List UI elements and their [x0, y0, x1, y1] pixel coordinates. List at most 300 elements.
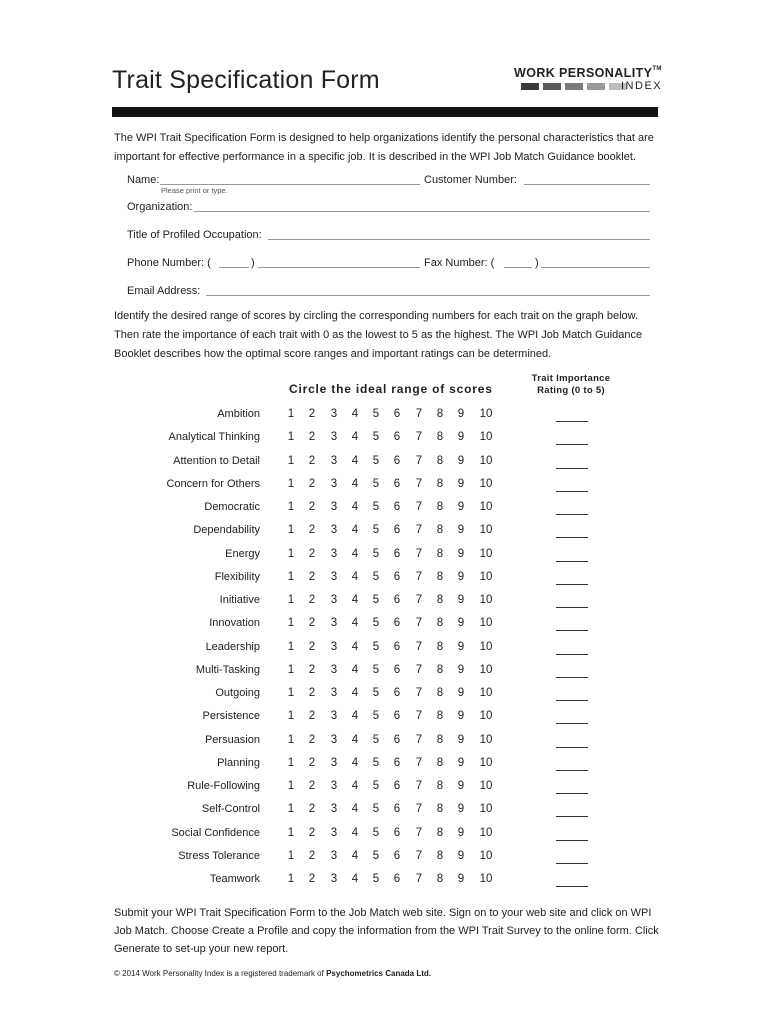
- trait-label: Leadership: [205, 640, 260, 653]
- score-option[interactable]: 6: [393, 780, 401, 792]
- score-option[interactable]: 9: [457, 780, 465, 792]
- trait-label: Initiative: [219, 594, 260, 606]
- score-option[interactable]: 9: [457, 547, 465, 560]
- score-option[interactable]: 8: [436, 594, 444, 606]
- score-option[interactable]: 9: [457, 803, 465, 816]
- score-option[interactable]: 1: [287, 570, 295, 583]
- logo-wordmark: WORK PERSONALITY: [514, 66, 653, 80]
- score-option[interactable]: 2: [308, 594, 316, 606]
- score-option[interactable]: 3: [330, 431, 338, 444]
- score-option[interactable]: 9: [457, 873, 465, 885]
- score-option[interactable]: 5: [372, 454, 380, 467]
- score-option[interactable]: 8: [436, 803, 444, 816]
- score-option[interactable]: 9: [457, 431, 465, 444]
- score-option[interactable]: 7: [415, 431, 423, 444]
- score-option[interactable]: 7: [415, 640, 423, 653]
- score-option[interactable]: 3: [330, 570, 338, 583]
- importance-rating-field[interactable]: [556, 770, 588, 771]
- score-option[interactable]: 9: [457, 617, 465, 630]
- trait-label: Democratic: [204, 501, 260, 513]
- score-option[interactable]: 1: [287, 594, 295, 606]
- score-option[interactable]: 4: [351, 710, 359, 723]
- score-option[interactable]: 5: [372, 570, 380, 583]
- score-option[interactable]: 2: [308, 431, 316, 444]
- importance-rating-field[interactable]: [556, 840, 588, 841]
- score-option[interactable]: 9: [457, 710, 465, 723]
- score-option[interactable]: 8: [436, 663, 444, 676]
- score-option[interactable]: 9: [457, 687, 465, 699]
- score-option[interactable]: 5: [372, 547, 380, 560]
- importance-header: [520, 373, 622, 397]
- trait-label: Outgoing: [215, 687, 260, 699]
- score-option[interactable]: 10: [479, 687, 493, 699]
- score-option[interactable]: 3: [330, 524, 338, 537]
- score-option[interactable]: 6: [393, 826, 401, 839]
- name-field[interactable]: [160, 184, 420, 185]
- score-option[interactable]: 1: [287, 756, 295, 769]
- score-option[interactable]: 1: [287, 826, 295, 839]
- logo-bar: [543, 83, 561, 90]
- score-option[interactable]: 4: [351, 477, 359, 490]
- score-option[interactable]: 4: [351, 826, 359, 839]
- importance-rating-field[interactable]: [556, 886, 588, 887]
- importance-rating-field[interactable]: [556, 491, 588, 492]
- score-option[interactable]: 5: [372, 663, 380, 676]
- score-option[interactable]: 3: [330, 477, 338, 490]
- score-option[interactable]: 7: [415, 408, 423, 420]
- score-option[interactable]: 6: [393, 733, 401, 746]
- score-option[interactable]: 5: [372, 780, 380, 792]
- score-option[interactable]: 8: [436, 756, 444, 769]
- score-option[interactable]: 3: [330, 408, 338, 420]
- score-option[interactable]: 8: [436, 826, 444, 839]
- customer-number-label: Customer Number:: [424, 174, 517, 186]
- score-option[interactable]: 7: [415, 710, 423, 723]
- score-option[interactable]: 4: [351, 617, 359, 630]
- score-option[interactable]: 10: [479, 640, 493, 653]
- score-option[interactable]: 10: [479, 826, 493, 839]
- score-option[interactable]: 10: [479, 849, 493, 862]
- score-option[interactable]: 5: [372, 640, 380, 653]
- score-option[interactable]: 3: [330, 780, 338, 792]
- trait-row: [0, 641, 770, 661]
- trait-label: Multi-Tasking: [195, 663, 260, 676]
- score-option[interactable]: 5: [372, 733, 380, 746]
- importance-rating-field[interactable]: [556, 421, 588, 422]
- occupation-field[interactable]: [268, 239, 650, 240]
- page-title: Trait Specification Form: [112, 66, 380, 94]
- score-option[interactable]: 3: [330, 640, 338, 653]
- score-option[interactable]: 7: [415, 687, 423, 699]
- importance-rating-field[interactable]: [556, 584, 588, 585]
- copyright-company: Psychometrics Canada Ltd.: [326, 969, 431, 978]
- score-option[interactable]: 4: [351, 849, 359, 862]
- score-option[interactable]: 10: [479, 477, 493, 490]
- score-option[interactable]: 7: [415, 617, 423, 630]
- score-option[interactable]: 5: [372, 594, 380, 606]
- score-option[interactable]: 6: [393, 687, 401, 699]
- score-option[interactable]: 6: [393, 570, 401, 583]
- score-option[interactable]: 6: [393, 431, 401, 444]
- importance-rating-field[interactable]: [556, 816, 588, 817]
- score-option[interactable]: 2: [308, 873, 316, 885]
- score-option[interactable]: 3: [330, 733, 338, 746]
- score-option[interactable]: 2: [308, 617, 316, 630]
- name-hint: Please print or type.: [161, 186, 228, 195]
- trait-row: [0, 548, 770, 568]
- score-option[interactable]: 10: [479, 780, 493, 792]
- score-option[interactable]: 1: [287, 733, 295, 746]
- score-option[interactable]: 6: [393, 594, 401, 606]
- score-option[interactable]: 1: [287, 408, 295, 420]
- importance-rating-field[interactable]: [556, 747, 588, 748]
- score-option[interactable]: 7: [415, 477, 423, 490]
- importance-rating-field[interactable]: [556, 723, 588, 724]
- score-option[interactable]: 4: [351, 756, 359, 769]
- score-option[interactable]: 1: [287, 477, 295, 490]
- score-option[interactable]: 6: [393, 849, 401, 862]
- score-option[interactable]: 1: [287, 454, 295, 467]
- score-option[interactable]: 6: [393, 408, 401, 420]
- score-option[interactable]: 10: [479, 803, 493, 816]
- score-option[interactable]: 10: [479, 594, 493, 606]
- score-option[interactable]: 4: [351, 570, 359, 583]
- score-option[interactable]: 4: [351, 408, 359, 420]
- score-option[interactable]: 1: [287, 547, 295, 560]
- score-option[interactable]: 4: [351, 803, 359, 816]
- score-option[interactable]: 2: [308, 687, 316, 699]
- trait-row: [0, 734, 770, 754]
- score-option[interactable]: 7: [415, 547, 423, 560]
- score-option[interactable]: 9: [457, 849, 465, 862]
- score-option[interactable]: 7: [415, 524, 423, 537]
- score-option[interactable]: 3: [330, 849, 338, 862]
- score-option[interactable]: 10: [479, 524, 493, 537]
- score-option[interactable]: 5: [372, 524, 380, 537]
- score-option[interactable]: 6: [393, 617, 401, 630]
- score-option[interactable]: 6: [393, 524, 401, 537]
- trait-label: Ambition: [217, 408, 260, 420]
- score-option[interactable]: 7: [415, 663, 423, 676]
- score-option[interactable]: 3: [330, 826, 338, 839]
- score-option[interactable]: 2: [308, 547, 316, 560]
- score-option[interactable]: 10: [479, 663, 493, 676]
- score-option[interactable]: 2: [308, 408, 316, 420]
- trait-label: Rule-Following: [187, 780, 260, 792]
- importance-rating-field[interactable]: [556, 630, 588, 631]
- score-option[interactable]: 5: [372, 477, 380, 490]
- logo-bar: [587, 83, 605, 90]
- score-option[interactable]: 5: [372, 617, 380, 630]
- score-option[interactable]: 1: [287, 780, 295, 792]
- score-option[interactable]: 2: [308, 663, 316, 676]
- score-option[interactable]: 9: [457, 501, 465, 513]
- title-rule: [112, 107, 658, 117]
- importance-rating-field[interactable]: [556, 468, 588, 469]
- importance-rating-field[interactable]: [556, 677, 588, 678]
- score-option[interactable]: 6: [393, 454, 401, 467]
- score-option[interactable]: 1: [287, 617, 295, 630]
- trait-label: Innovation: [209, 617, 260, 630]
- score-option[interactable]: 4: [351, 501, 359, 513]
- score-option[interactable]: 3: [330, 803, 338, 816]
- trait-label: Teamwork: [209, 873, 260, 885]
- trait-row: [0, 710, 770, 730]
- score-option[interactable]: 2: [308, 733, 316, 746]
- score-option[interactable]: 8: [436, 477, 444, 490]
- score-option[interactable]: 4: [351, 873, 359, 885]
- phone-number-field[interactable]: [258, 267, 420, 268]
- score-option[interactable]: 1: [287, 710, 295, 723]
- importance-rating-field[interactable]: [556, 863, 588, 864]
- score-option[interactable]: 2: [308, 710, 316, 723]
- score-option[interactable]: 6: [393, 803, 401, 816]
- fax-label: Fax Number: (: [424, 257, 495, 269]
- score-option[interactable]: 9: [457, 640, 465, 653]
- score-option[interactable]: 7: [415, 780, 423, 792]
- fax-area-code-field[interactable]: [504, 267, 532, 268]
- score-option[interactable]: 10: [479, 873, 493, 885]
- trait-label: Stress Tolerance: [178, 849, 260, 862]
- score-option[interactable]: 4: [351, 663, 359, 676]
- score-option[interactable]: 10: [479, 710, 493, 723]
- score-option[interactable]: 1: [287, 640, 295, 653]
- score-option[interactable]: 8: [436, 710, 444, 723]
- trait-row: [0, 478, 770, 498]
- trait-label: Concern for Others: [166, 477, 260, 490]
- trait-row: [0, 873, 770, 893]
- score-option[interactable]: 5: [372, 710, 380, 723]
- score-option[interactable]: 9: [457, 524, 465, 537]
- score-option[interactable]: 2: [308, 524, 316, 537]
- score-option[interactable]: 10: [479, 408, 493, 420]
- logo-index-text: INDEX: [621, 80, 663, 92]
- importance-rating-field[interactable]: [556, 793, 588, 794]
- score-option[interactable]: 3: [330, 594, 338, 606]
- score-option[interactable]: 10: [479, 617, 493, 630]
- score-option[interactable]: 6: [393, 873, 401, 885]
- score-option[interactable]: 4: [351, 547, 359, 560]
- score-option[interactable]: 6: [393, 501, 401, 513]
- logo-bar: [521, 83, 539, 90]
- score-option[interactable]: 2: [308, 756, 316, 769]
- score-option[interactable]: 5: [372, 408, 380, 420]
- score-option[interactable]: 2: [308, 780, 316, 792]
- trait-label: Self-Control: [201, 803, 260, 816]
- score-option[interactable]: 6: [393, 640, 401, 653]
- score-option[interactable]: 4: [351, 640, 359, 653]
- score-option[interactable]: 8: [436, 431, 444, 444]
- score-option[interactable]: 8: [436, 454, 444, 467]
- fax-number-field[interactable]: [541, 267, 650, 268]
- importance-header-line-1: Trait Importance: [531, 373, 611, 384]
- score-option[interactable]: 8: [436, 733, 444, 746]
- score-option[interactable]: 10: [479, 431, 493, 444]
- score-option[interactable]: 9: [457, 733, 465, 746]
- score-option[interactable]: 4: [351, 524, 359, 537]
- score-option[interactable]: 2: [308, 454, 316, 467]
- score-option[interactable]: 9: [457, 408, 465, 420]
- trait-label: Persuasion: [204, 733, 260, 746]
- score-option[interactable]: 5: [372, 849, 380, 862]
- score-option[interactable]: 8: [436, 524, 444, 537]
- score-option[interactable]: 3: [330, 873, 338, 885]
- score-option[interactable]: 1: [287, 687, 295, 699]
- score-option[interactable]: 4: [351, 594, 359, 606]
- logo-bars: [521, 83, 627, 90]
- score-option[interactable]: 7: [415, 594, 423, 606]
- score-option[interactable]: 6: [393, 547, 401, 560]
- score-option[interactable]: 6: [393, 710, 401, 723]
- score-option[interactable]: 1: [287, 849, 295, 862]
- score-option[interactable]: 2: [308, 570, 316, 583]
- logo-bar: [565, 83, 583, 90]
- score-option[interactable]: 8: [436, 849, 444, 862]
- trait-row: [0, 617, 770, 637]
- score-option[interactable]: 6: [393, 756, 401, 769]
- score-option[interactable]: 5: [372, 501, 380, 513]
- score-option[interactable]: 2: [308, 803, 316, 816]
- score-option[interactable]: 9: [457, 570, 465, 583]
- trait-row: [0, 664, 770, 684]
- score-option[interactable]: 3: [330, 617, 338, 630]
- score-option[interactable]: 2: [308, 826, 316, 839]
- score-option[interactable]: 2: [308, 640, 316, 653]
- importance-rating-field[interactable]: [556, 700, 588, 701]
- score-option[interactable]: 6: [393, 663, 401, 676]
- score-option[interactable]: 3: [330, 710, 338, 723]
- trait-row: [0, 780, 770, 800]
- score-option[interactable]: 1: [287, 431, 295, 444]
- score-option[interactable]: 4: [351, 687, 359, 699]
- score-option[interactable]: 7: [415, 570, 423, 583]
- importance-rating-field[interactable]: [556, 561, 588, 562]
- score-option[interactable]: 6: [393, 477, 401, 490]
- score-option[interactable]: 2: [308, 501, 316, 513]
- score-option[interactable]: 7: [415, 803, 423, 816]
- score-option[interactable]: 8: [436, 780, 444, 792]
- occupation-label: Title of Profiled Occupation:: [127, 229, 262, 241]
- score-option[interactable]: 1: [287, 663, 295, 676]
- name-label: Name:: [127, 174, 160, 186]
- score-option[interactable]: 5: [372, 873, 380, 885]
- score-option[interactable]: 3: [330, 501, 338, 513]
- trait-row: [0, 594, 770, 614]
- score-option[interactable]: 10: [479, 454, 493, 467]
- score-option[interactable]: 9: [457, 756, 465, 769]
- email-field[interactable]: [206, 295, 650, 296]
- score-option[interactable]: 7: [415, 826, 423, 839]
- score-option[interactable]: 5: [372, 687, 380, 699]
- score-option[interactable]: 9: [457, 454, 465, 467]
- score-option[interactable]: 8: [436, 873, 444, 885]
- score-option[interactable]: 10: [479, 547, 493, 560]
- importance-rating-field[interactable]: [556, 654, 588, 655]
- intro-paragraph: The WPI Trait Specification Form is designed to help organizations identify the personal characteristics that are important for effective performance in a specific job. It is described in the WPI Job Match Guidance booklet.: [114, 132, 654, 163]
- trait-row: [0, 408, 770, 428]
- importance-header-line-2: Rating (0 to 5): [537, 385, 605, 396]
- score-option[interactable]: 8: [436, 570, 444, 583]
- phone-area-code-field[interactable]: [219, 267, 249, 268]
- score-option[interactable]: 8: [436, 547, 444, 560]
- score-option[interactable]: 10: [479, 570, 493, 583]
- trait-row: [0, 803, 770, 823]
- organization-label: Organization:: [127, 201, 193, 213]
- trait-label: Attention to Detail: [173, 454, 260, 467]
- trait-label: Persistence: [202, 710, 260, 723]
- score-option[interactable]: 2: [308, 477, 316, 490]
- score-option[interactable]: 10: [479, 501, 493, 513]
- trait-label: Energy: [225, 547, 260, 560]
- score-option[interactable]: 7: [415, 733, 423, 746]
- score-option[interactable]: 8: [436, 408, 444, 420]
- score-option[interactable]: 9: [457, 477, 465, 490]
- score-option[interactable]: 10: [479, 756, 493, 769]
- score-option[interactable]: 5: [372, 431, 380, 444]
- score-option[interactable]: 3: [330, 454, 338, 467]
- score-option[interactable]: 3: [330, 663, 338, 676]
- score-option[interactable]: 7: [415, 849, 423, 862]
- customer-number-field[interactable]: [524, 184, 650, 185]
- score-option[interactable]: 9: [457, 594, 465, 606]
- trait-label: Planning: [217, 756, 260, 769]
- score-option[interactable]: 5: [372, 826, 380, 839]
- trait-row: [0, 571, 770, 591]
- score-option[interactable]: 1: [287, 501, 295, 513]
- score-option[interactable]: 9: [457, 663, 465, 676]
- score-option[interactable]: 7: [415, 454, 423, 467]
- email-label: Email Address:: [127, 285, 201, 297]
- score-option[interactable]: 10: [479, 733, 493, 746]
- score-option[interactable]: 4: [351, 454, 359, 467]
- importance-rating-field[interactable]: [556, 607, 588, 608]
- range-header: Circle the ideal range of scores: [289, 382, 493, 396]
- score-option[interactable]: 4: [351, 733, 359, 746]
- fax-close-paren: ): [535, 257, 539, 269]
- score-option[interactable]: 3: [330, 687, 338, 699]
- work-personality-index-logo: [514, 66, 664, 96]
- copyright-text: © 2014 Work Personality Index is a registered trademark of: [114, 969, 324, 978]
- score-option[interactable]: 4: [351, 780, 359, 792]
- score-option[interactable]: 2: [308, 849, 316, 862]
- score-option[interactable]: 8: [436, 640, 444, 653]
- instructions-paragraph: Identify the desired range of scores by circling the corresponding numbers for each trait on the graph below. Then rate the importance of each trait with 0 as the lowest to 5 as the highest. The WPI Job Match Guidance Booklet describes how the optimal score ranges and important ratings can be determined.: [114, 310, 643, 360]
- trait-label: Social Confidence: [171, 826, 260, 839]
- score-option[interactable]: 9: [457, 826, 465, 839]
- score-option[interactable]: 3: [330, 547, 338, 560]
- score-option[interactable]: 5: [372, 756, 380, 769]
- score-option[interactable]: 7: [415, 756, 423, 769]
- score-option[interactable]: 5: [372, 803, 380, 816]
- score-option[interactable]: 1: [287, 873, 295, 885]
- importance-rating-field[interactable]: [556, 444, 588, 445]
- trait-row: [0, 431, 770, 451]
- score-option[interactable]: 4: [351, 431, 359, 444]
- trait-row: [0, 687, 770, 707]
- importance-rating-field[interactable]: [556, 514, 588, 515]
- score-option[interactable]: 1: [287, 524, 295, 537]
- score-option[interactable]: 7: [415, 873, 423, 885]
- score-option[interactable]: 3: [330, 756, 338, 769]
- score-option[interactable]: 1: [287, 803, 295, 816]
- organization-field[interactable]: [194, 211, 650, 212]
- importance-rating-field[interactable]: [556, 537, 588, 538]
- score-option[interactable]: 8: [436, 501, 444, 513]
- score-option[interactable]: 8: [436, 687, 444, 699]
- score-option[interactable]: 7: [415, 501, 423, 513]
- score-option[interactable]: 8: [436, 617, 444, 630]
- trait-row: [0, 455, 770, 475]
